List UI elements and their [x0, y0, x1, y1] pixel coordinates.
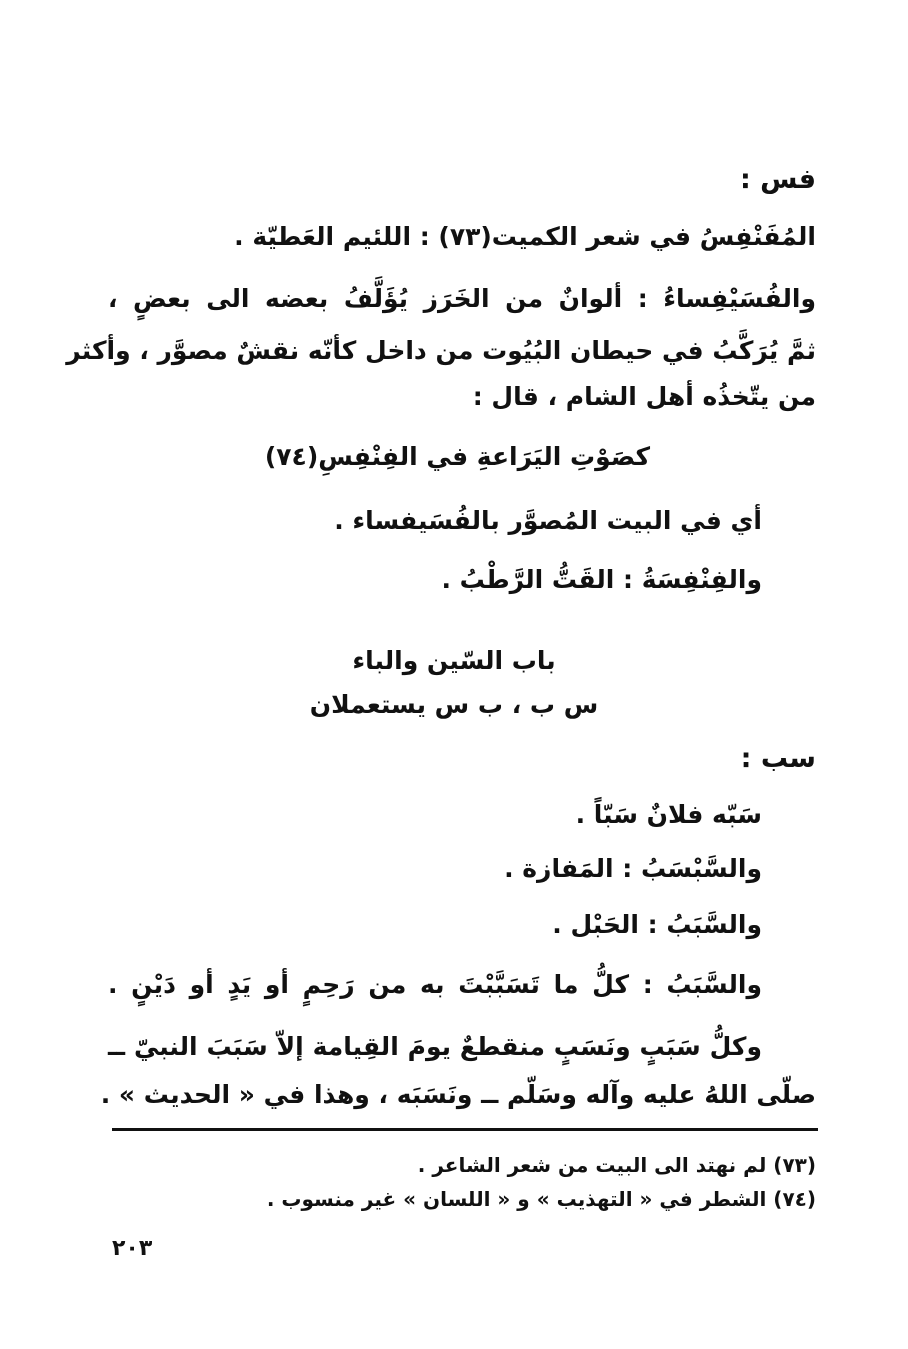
entry-line: والسَّبْسَبُ : المَفازة .: [504, 854, 762, 883]
entry-line: والسَّبَبُ : كلُّ ما تَسَبَّبْتَ به من رَحِمٍ أو يَدٍ أو دَيْنٍ .: [108, 970, 762, 999]
footnote: (٧٤) الشطر في « التهذيب » و « اللسان » غير منسوب .: [266, 1187, 816, 1211]
entry-line: أي في البيت المُصوَّر بالفُسَيفساء .: [334, 506, 762, 535]
footnote: (٧٣) لم نهتد الى البيت من شعر الشاعر .: [417, 1153, 816, 1177]
chapter-title: باب السّين والباء: [352, 646, 556, 675]
root-heading-sb: سب :: [740, 743, 816, 774]
verse-line: كصَوْتِ اليَرَاعةِ في الفِنْفِسِ(٧٤): [264, 442, 650, 471]
entry-line: والفِنْفِسَةُ : القَتُّ الرَّطْبُ .: [441, 565, 762, 594]
entry-line: والسَّبَبُ : الحَبْل .: [552, 910, 762, 939]
entry-line: والفُسَيْفِساءُ : ألوانٌ من الخَرَز يُؤَلَّفُ بعضه الى بعضٍ ،: [108, 284, 816, 313]
entry-line: صلّى اللهُ عليه وآله وسَلّم ــ ونَسَبَه ، وهذا في « الحديث » .: [100, 1080, 816, 1109]
chapter-subtitle: س ب ، ب س يستعملان: [309, 690, 599, 719]
entry-line: المُفَنْفِسُ في شعر الكميت(٧٣) : اللئيم العَطيّة .: [234, 222, 816, 251]
entry-line: من يتّخذُه أهل الشام ، قال :: [472, 382, 816, 411]
entry-line: ثمَّ يُرَكَّبُ في حيطان البُيُوت من داخل كأنّه نقشٌ مصوَّر ، وأكثر: [66, 336, 816, 365]
page-number: ٢٠٣: [112, 1236, 153, 1261]
entry-line: سَبّه فلانٌ سَبّاً .: [575, 800, 762, 829]
footnote-divider: [112, 1128, 818, 1131]
root-heading-fs: فس :: [739, 164, 816, 195]
entry-line: وكلُّ سَبَبٍ ونَسَبٍ منقطعٌ يومَ القِيامة إلاّ سَبَبَ النبيّ ــ: [108, 1032, 762, 1061]
